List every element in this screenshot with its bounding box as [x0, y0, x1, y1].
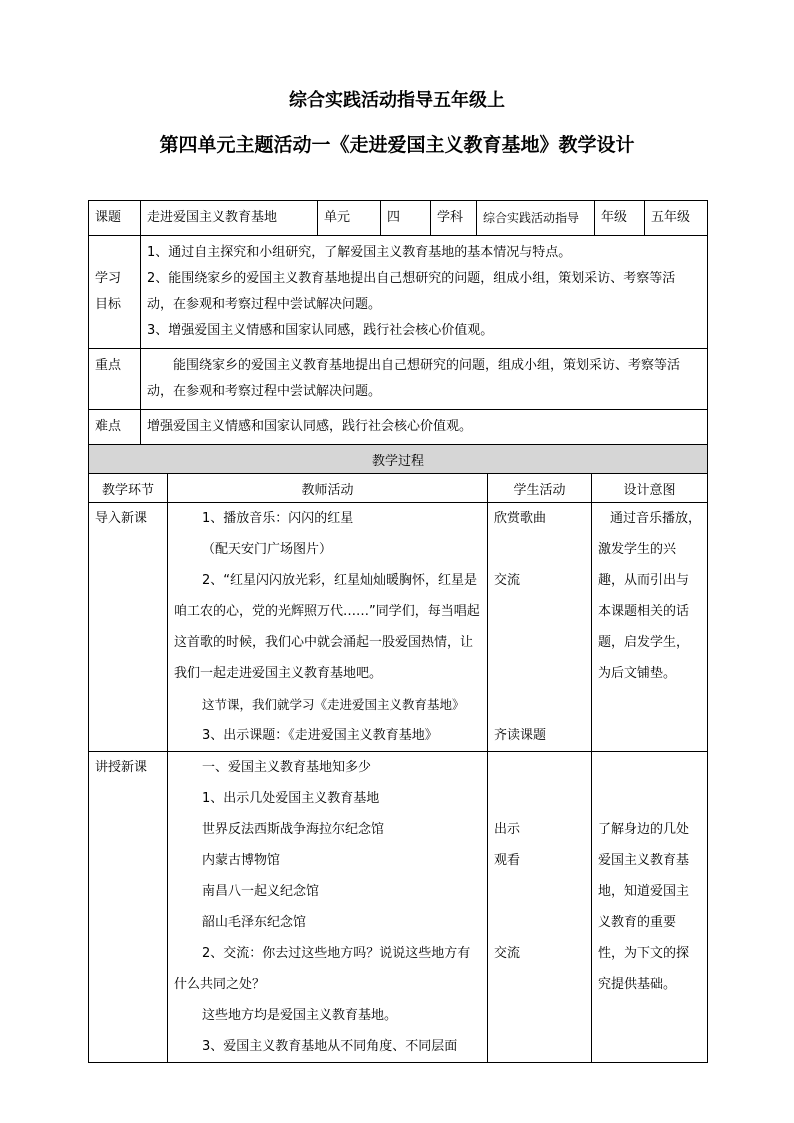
col-header-intent: 设计意图 [592, 474, 708, 503]
unit-value: 四 [381, 201, 431, 236]
col-header-stage: 教学环节 [89, 474, 168, 503]
teacher-paragraph: 2、交流：你去过这些地方吗？说说这些地方有什么共同之处？ [174, 946, 471, 992]
teacher-line: 一、爱国主义教育基地知多少 [202, 760, 372, 775]
goal-item: 1、通过自主探究和小组研究，了解爱国主义教育基地的基本情况与特点。 [147, 245, 572, 260]
goal-item: 3、增强爱国主义情感和国家认同感，践行社会核心价值观。 [147, 323, 494, 338]
teacher-line: 内蒙古博物馆 [202, 853, 281, 868]
teacher-paragraph: 2、“红星闪闪放光彩，红星灿灿暖胸怀，红星是咱工农的心，党的光辉照万代……”同学们，每当唱起这首歌的时候，我们心中就会涌起一股爱国热情，让我们一起走进爱国主义教育基地吧。 [174, 573, 480, 681]
key-label: 重点 [89, 349, 141, 410]
student-lecture [488, 752, 592, 1063]
goals-label [89, 236, 141, 349]
intent-text: 了解身边的几处爱国主义教育基地，知道爱国主义教育的重要性，为下文的探究提供基础。 [598, 822, 690, 992]
teacher-lecture [168, 752, 488, 1063]
goals-label-line: 目标 [95, 297, 122, 312]
key-value: 能围绕家乡的爱国主义教育基地提出自己想研究的问题，组成小组，策划采访、考察等活动，在参观和考察过程中尝试解决问题。 [141, 349, 708, 410]
teacher-line: 韶山毛泽东纪念馆 [202, 915, 307, 930]
lesson-info-table [88, 200, 708, 445]
course-label: 课题 [89, 201, 141, 236]
grade-label: 年级 [595, 201, 645, 236]
stage-lecture [89, 752, 168, 1063]
teacher-line: 这些地方均是爱国主义教育基地。 [202, 1008, 398, 1023]
col-header-teacher: 教师活动 [168, 474, 488, 503]
intent-text: 通过音乐播放，激发学生的兴趣，从而引出与本课题相关的话题，启发学生，为后文铺垫。 [598, 511, 702, 681]
intent-lecture [592, 752, 708, 1063]
difficulty-label: 难点 [89, 410, 141, 445]
teacher-line: 世界反法西斯战争海拉尔纪念馆 [202, 822, 385, 837]
goal-item: 2、能围绕家乡的爱国主义教育基地提出自己想研究的问题，组成小组，策划采访、考察等活动，在参观和考察过程中尝试解决问题。 [147, 271, 676, 312]
document-title: 综合实践活动指导五年级上 [289, 90, 505, 111]
student-line: 出示 [494, 822, 521, 837]
student-line: 观看 [494, 853, 521, 868]
teacher-line: 1、播放音乐：闪闪的红星 [202, 511, 354, 526]
stage-label: 导入新课 [95, 511, 148, 526]
goals-label-line: 学习 [95, 271, 122, 286]
student-line: 齐读课题 [494, 728, 547, 743]
stage-label: 讲授新课 [95, 760, 148, 775]
teacher-line: 南昌八一起义纪念馆 [202, 884, 320, 899]
col-header-student: 学生活动 [488, 474, 592, 503]
teacher-line: 1、出示几处爱国主义教育基地 [202, 791, 380, 806]
document-subtitle: 第四单元主题活动一《走进爱国主义教育基地》教学设计 [159, 134, 635, 156]
stage-intro [89, 503, 168, 752]
teacher-line: 3、出示课题：《走进爱国主义教育基地》 [202, 728, 438, 743]
grade-value: 五年级 [645, 201, 708, 236]
student-line: 交流 [494, 573, 521, 588]
course-value: 走进爱国主义教育基地 [141, 201, 318, 236]
student-line: 交流 [494, 946, 521, 961]
subject-value: 综合实践活动指导 [477, 201, 595, 236]
subject-label: 学科 [431, 201, 477, 236]
process-table [88, 444, 708, 1063]
difficulty-value: 增强爱国主义情感和国家认同感，践行社会核心价值观。 [141, 410, 708, 445]
intent-intro [592, 503, 708, 752]
teacher-intro [168, 503, 488, 752]
unit-label: 单元 [318, 201, 381, 236]
student-line: 欣赏歌曲 [494, 511, 547, 526]
teacher-line: 这节课，我们就学习《走进爱国主义教育基地》 [202, 697, 465, 712]
teacher-line: （配天安门广场图片） [202, 542, 333, 557]
teacher-line: 3、爱国主义教育基地从不同角度、不同层面 [202, 1039, 458, 1054]
goals-cell [141, 236, 708, 349]
student-intro [488, 503, 592, 752]
process-heading: 教学过程 [89, 445, 708, 474]
